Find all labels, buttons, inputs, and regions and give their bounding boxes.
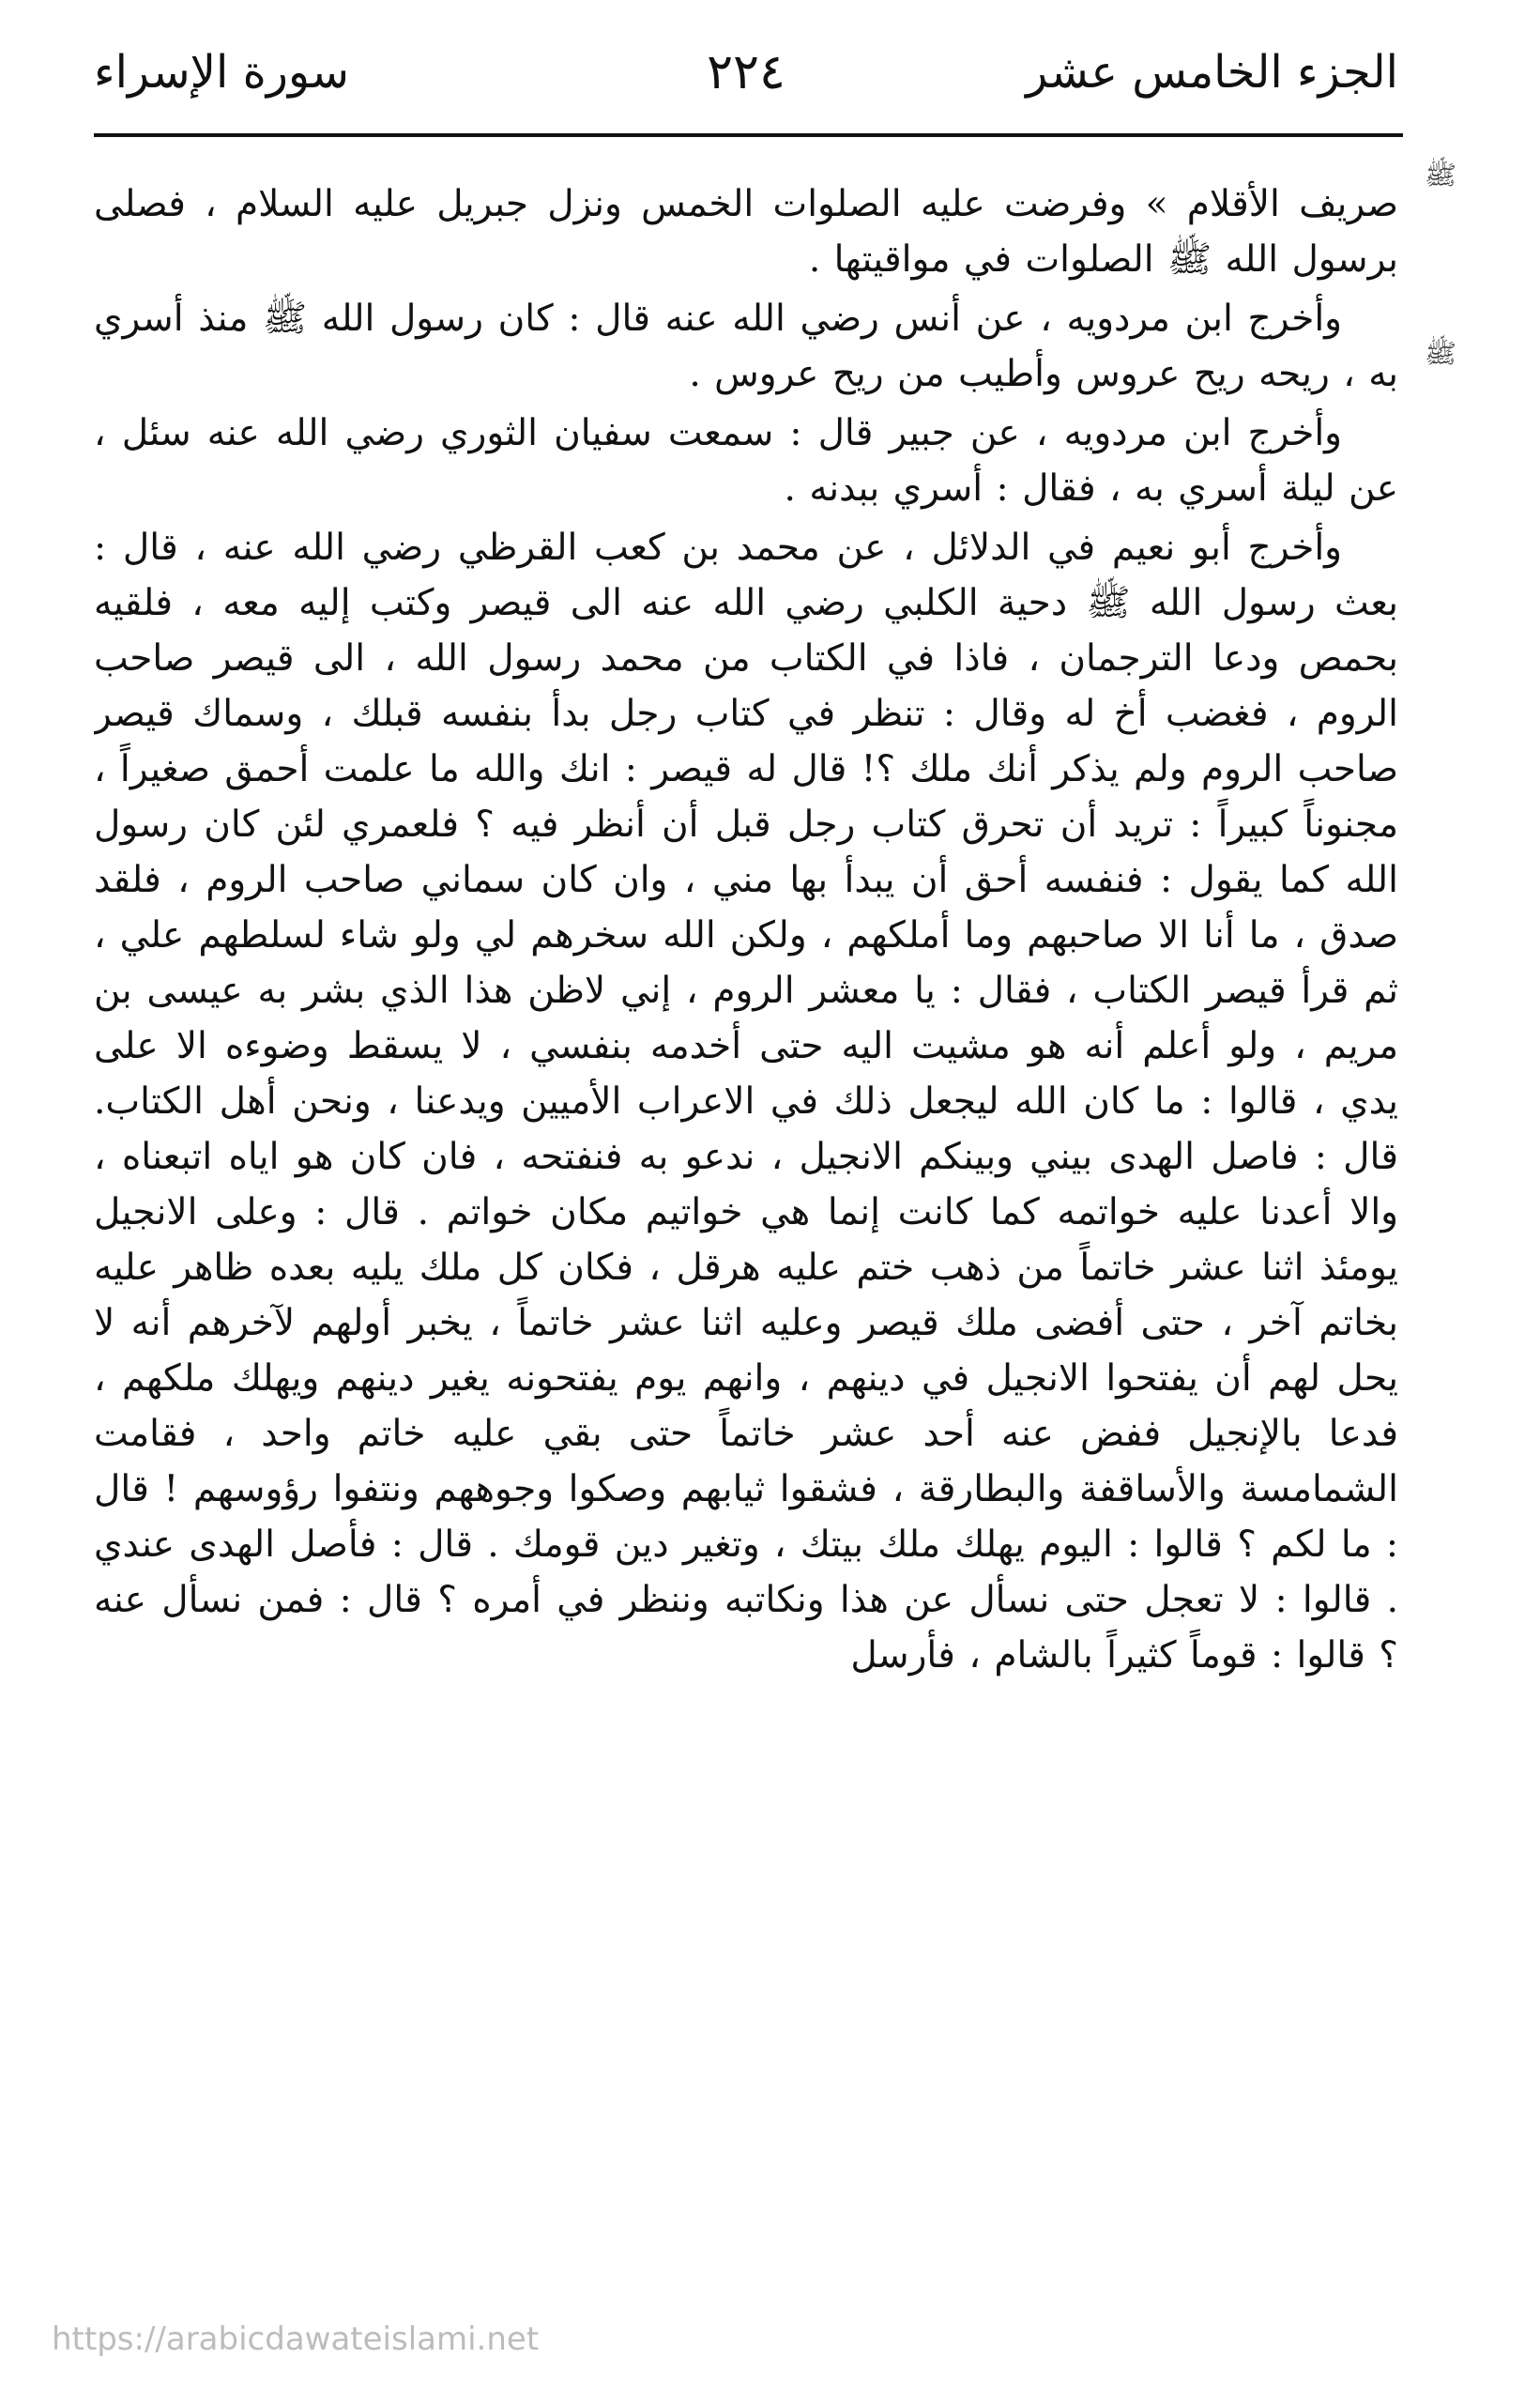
page-header	[94, 21, 1398, 124]
juz-title: الجزء الخامس عشر	[1026, 46, 1398, 99]
page-number: ٢٢٤	[707, 44, 785, 100]
paragraph-1: صريف الأقلام » وفرضت عليه الصلوات الخمس ونزل جبريل عليه السلام ، فصلى برسول الله ﷺ الصلوات في مواقيتها .	[94, 183, 1398, 281]
margin-mark-top: ﷺ	[1425, 160, 1456, 191]
margin-mark-bottom: ﷺ	[1425, 338, 1456, 369]
watermark-url: https://arabicdawateislami.net	[52, 2320, 540, 2358]
page-body	[94, 176, 1398, 2298]
surah-title: سورة الإسراء	[94, 46, 349, 99]
header-rule	[94, 133, 1403, 137]
paragraph-3: وأخرج ابن مردويه ، عن جبير قال : سمعت سفيان الثوري رضي الله عنه سئل ، عن ليلة أسري به ، فقال : أسري ببدنه .	[94, 412, 1398, 510]
paragraph-2: وأخرج ابن مردويه ، عن أنس رضي الله عنه قال : كان رسول الله ﷺ منذ أسري به ، ريحه ريح عروس وأطيب من ريح عروس .	[94, 298, 1398, 395]
paragraph-4: وأخرج أبو نعيم في الدلائل ، عن محمد بن كعب القرظي رضي الله عنه ، قال : بعث رسول الله ﷺ دحية الكلبي رضي الله عنه الى قيصر وكتب إليه معه ، فلقيه بحمص ودعا الترجمان ، فاذا في الكتاب من محمد رسول الله ، الى قيصر صاحب الروم ، فغضب أخ له وقال : تنظر في كتاب رجل بدأ بنفسه قبلك ، وسماك قيصر صاحب الروم ولم يذكر أنك ملك ؟! قال له قيصر : انك والله ما علمت أحمق صغيراً ، مجنوناً كبيراً : تريد أن تحرق كتاب رجل قبل أن أنظر فيه ؟ فلعمري لئن كان رسول الله كما يقول : فنفسه أحق أن يبدأ بها مني ، وان كان سماني صاحب الروم ، فلقد صدق ، ما أنا الا صاحبهم وما أملكهم ، ولكن الله سخرهم لي ولو شاء لسلطهم علي ، ثم قرأ قيصر الكتاب ، فقال : يا معشر الروم ، إني لاظن هذا الذي بشر به عيسى بن مريم ، ولو أعلم أنه هو مشيت اليه حتى أخدمه بنفسي ، لا يسقط وضوءه الا على يدي ، قالوا : ما كان الله ليجعل ذلك في الاعراب الأميين ويدعنا ، ونحن أهل الكتاب. قال : فاصل الهدى بيني وبينكم الانجيل ، ندعو به فنفتحه ، فان كان هو اياه اتبعناه ، والا أعدنا عليه خواتمه كما كانت إنما هي خواتيم مكان خواتم . قال : وعلى الانجيل يومئذ اثنا عشر خاتماً من ذهب ختم عليه هرقل ، فكان كل ملك يليه بعده ظاهر عليه بخاتم آخر ، حتى أفضى ملك قيصر وعليه اثنا عشر خاتماً ، يخبر أولهم لآخرهم أنه لا يحل لهم أن يفتحوا الانجيل في دينهم ، وانهم يوم يفتحونه يغير دينهم ويهلك ملكهم ، فدعا بالإنجيل ففض عنه أحد عشر خاتماً حتى بقي عليه خاتم واحد ، فقامت الشمامسة والأساقفة والبطارقة ، فشقوا ثيابهم وصكوا وجوههم ونتفوا رؤوسهم ! قال : ما لكم ؟ قالوا : اليوم يهلك ملك بيتك ، وتغير دين قومك . قال : فأصل الهدى عندي . قالوا : لا تعجل حتى نسأل عن هذا ونكاتبه وننظر في أمره ؟ قال : فمن نسأل عنه ؟ قالوا : قوماً كثيراً بالشام ، فأرسل	[94, 527, 1398, 1677]
